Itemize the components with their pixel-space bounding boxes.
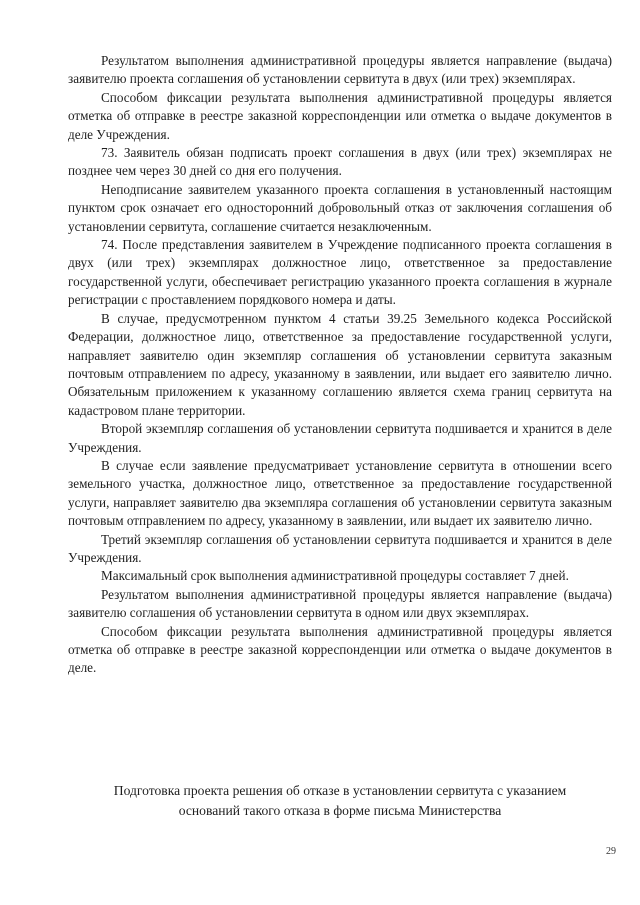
section-heading-line-2: оснований такого отказа в форме письма Министерства <box>178 803 502 818</box>
paragraph-land-code-case: В случае, предусмотренном пунктом 4 статьи 39.25 Земельного кодекса Российской Федерации, должностное лицо, ответственное за предоставление государственной услуги, направляет заявителю один экземпляр соглашения об установлении сервитута заказным почтовым отправлением по адресу, указанному в заявлении, или выдает его заявителю лично. Обязательным приложением к указанному соглашению является схема границ сервитута на кадастровом плане территории. <box>68 310 612 418</box>
paragraph-fixation-method: Способом фиксации результата выполнения административной процедуры является отметка об отправке в реестре заказной корреспонденции или отметка о выдаче документов в деле Учреждения. <box>68 89 612 142</box>
paragraph-result-draft: Результатом выполнения административной процедуры является направление (выдача) заявителю проекта соглашения об установлении сервитута в двух (или трех) экземплярах. <box>68 53 612 87</box>
paragraph-refusal-to-sign: Неподписание заявителем указанного проекта соглашения в установленный настоящим пунктом срок означает его односторонний добровольный отказ от заключения соглашения об установлении сервитута, соглашение считается незаключенным. <box>68 181 612 234</box>
paragraph-second-copy: Второй экземпляр соглашения об установлении сервитута подшивается и хранится в деле Учреждения. <box>68 421 612 455</box>
paragraph-fixation-method-final: Способом фиксации результата выполнения административной процедуры является отметка об отправке в реестре заказной корреспонденции или отметка о выдаче документов в деле. <box>68 623 612 676</box>
paragraph-74: 74. После представления заявителем в Учреждение подписанного проекта соглашения в двух (или трех) экземплярах должностное лицо, ответственное за предоставление государственной услуги, обеспечивает регистрацию указанного проекта соглашения в журнале регистрации с проставлением порядкового номера и даты. <box>68 237 612 308</box>
section-heading-line-1: Подготовка проекта решения об отказе в установлении сервитута с указанием <box>113 783 567 798</box>
paragraph-whole-plot-case: В случае если заявление предусматривает установление сервитута в отношении всего земельного участка, должностное лицо, ответственное за предоставление государственной услуги, направляет заявителю два экземпляра соглашения об установлении сервитута заказным почтовым отправлением по адресу, указанному в заявлении, или выдает их заявителю лично. <box>68 457 612 529</box>
page-number: 29 <box>606 846 616 857</box>
paragraph-result-agreement: Результатом выполнения административной процедуры является направление (выдача) заявителю соглашения об установлении сервитута в одном или двух экземплярах. <box>68 586 612 621</box>
paragraph-max-term: Максимальный срок выполнения административной процедуры составляет 7 дней. <box>101 568 569 584</box>
paragraph-73: 73. Заявитель обязан подписать проект соглашения в двух (или трех) экземплярах не позднее чем через 30 дней со дня его получения. <box>68 145 612 179</box>
section-heading <box>68 781 612 821</box>
paragraph-third-copy: Третий экземпляр соглашения об установлении сервитута подшивается и хранится в деле Учреждения. <box>68 531 612 565</box>
document-body <box>68 52 612 678</box>
